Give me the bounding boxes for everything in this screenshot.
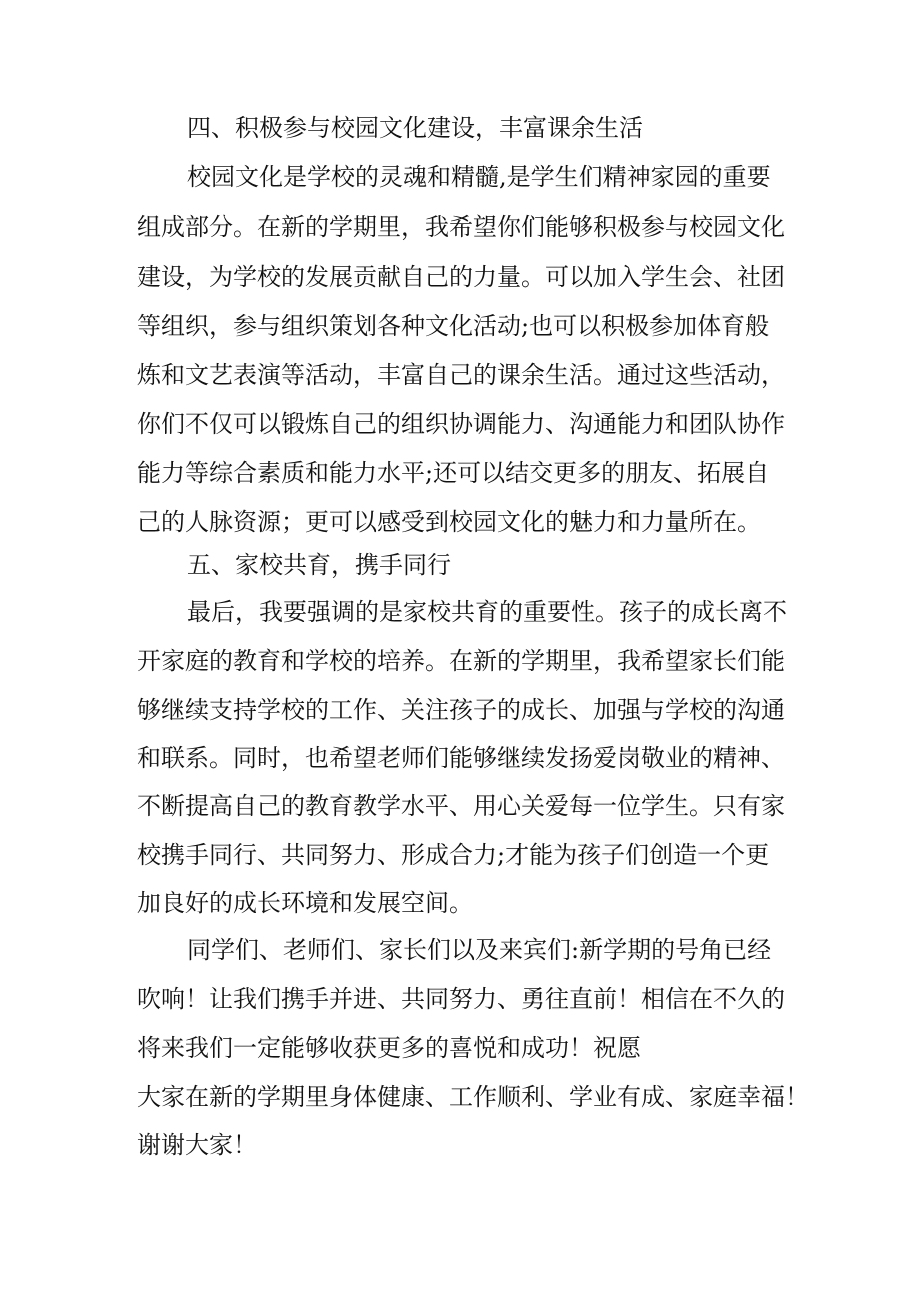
paragraph-line: 加良好的成长环境和发展空间。 — [137, 889, 473, 917]
paragraph-line: 组成部分。在新的学期里，我希望你们能够积极参与校园文化 — [137, 213, 785, 241]
section-heading: 五、家校共育，携手同行 — [187, 551, 451, 579]
paragraph-line: 己的人脉资源；更可以感受到校园文化的魅力和力量所在。 — [137, 508, 761, 536]
paragraph-line: 和联系。同时，也希望老师们能够继续发扬爱岗敬业的精神、 — [137, 744, 785, 772]
paragraph-line: 校携手同行、共同努力、形成合力;才能为孩子们创造一个更 — [137, 841, 770, 869]
paragraph-line: 你们不仅可以锻炼自己的组织协调能力、沟通能力和团队协作 — [137, 410, 785, 438]
paragraph-line: 等组织，参与组织策划各种文化活动;也可以积极参加体育般 — [137, 312, 770, 340]
paragraph-line: 谢谢大家！ — [137, 1131, 257, 1159]
paragraph-line: 校园文化是学校的灵魂和精髓,是学生们精神家园的重要 — [187, 163, 771, 191]
paragraph-line: 将来我们一定能够收获更多的喜悦和成功！祝愿 — [137, 1034, 641, 1062]
paragraph-line: 最后，我要强调的是家校共育的重要性。孩子的成长离不 — [187, 598, 787, 626]
paragraph-line: 开家庭的教育和学校的培养。在新的学期里，我希望家长们能 — [137, 647, 785, 675]
paragraph-line: 炼和文艺表演等活动，丰富自己的课余生活。通过这些活动， — [137, 361, 785, 389]
paragraph-line: 同学们、老师们、家长们以及来宾们:新学期的号角已经 — [187, 936, 772, 964]
section-heading: 四、积极参与校园文化建设，丰富课余生活 — [187, 114, 643, 142]
paragraph-line: 够继续支持学校的工作、关注孩子的成长、加强与学校的沟通 — [137, 696, 785, 724]
paragraph-line: 建设，为学校的发展贡献自己的力量。可以加入学生会、社团 — [137, 263, 785, 291]
paragraph-line: 能力等综合素质和能力水平;还可以结交更多的朋友、拓展自 — [137, 459, 770, 487]
paragraph-line: 大家在新的学期里身体健康、工作顺利、学业有成、家庭幸福！ — [137, 1083, 809, 1111]
paragraph-line: 不断提高自己的教育教学水平、用心关爱每一位学生。只有家 — [137, 792, 785, 820]
paragraph-line: 吹响！让我们携手并进、共同努力、勇往直前！相信在不久的 — [137, 985, 785, 1013]
